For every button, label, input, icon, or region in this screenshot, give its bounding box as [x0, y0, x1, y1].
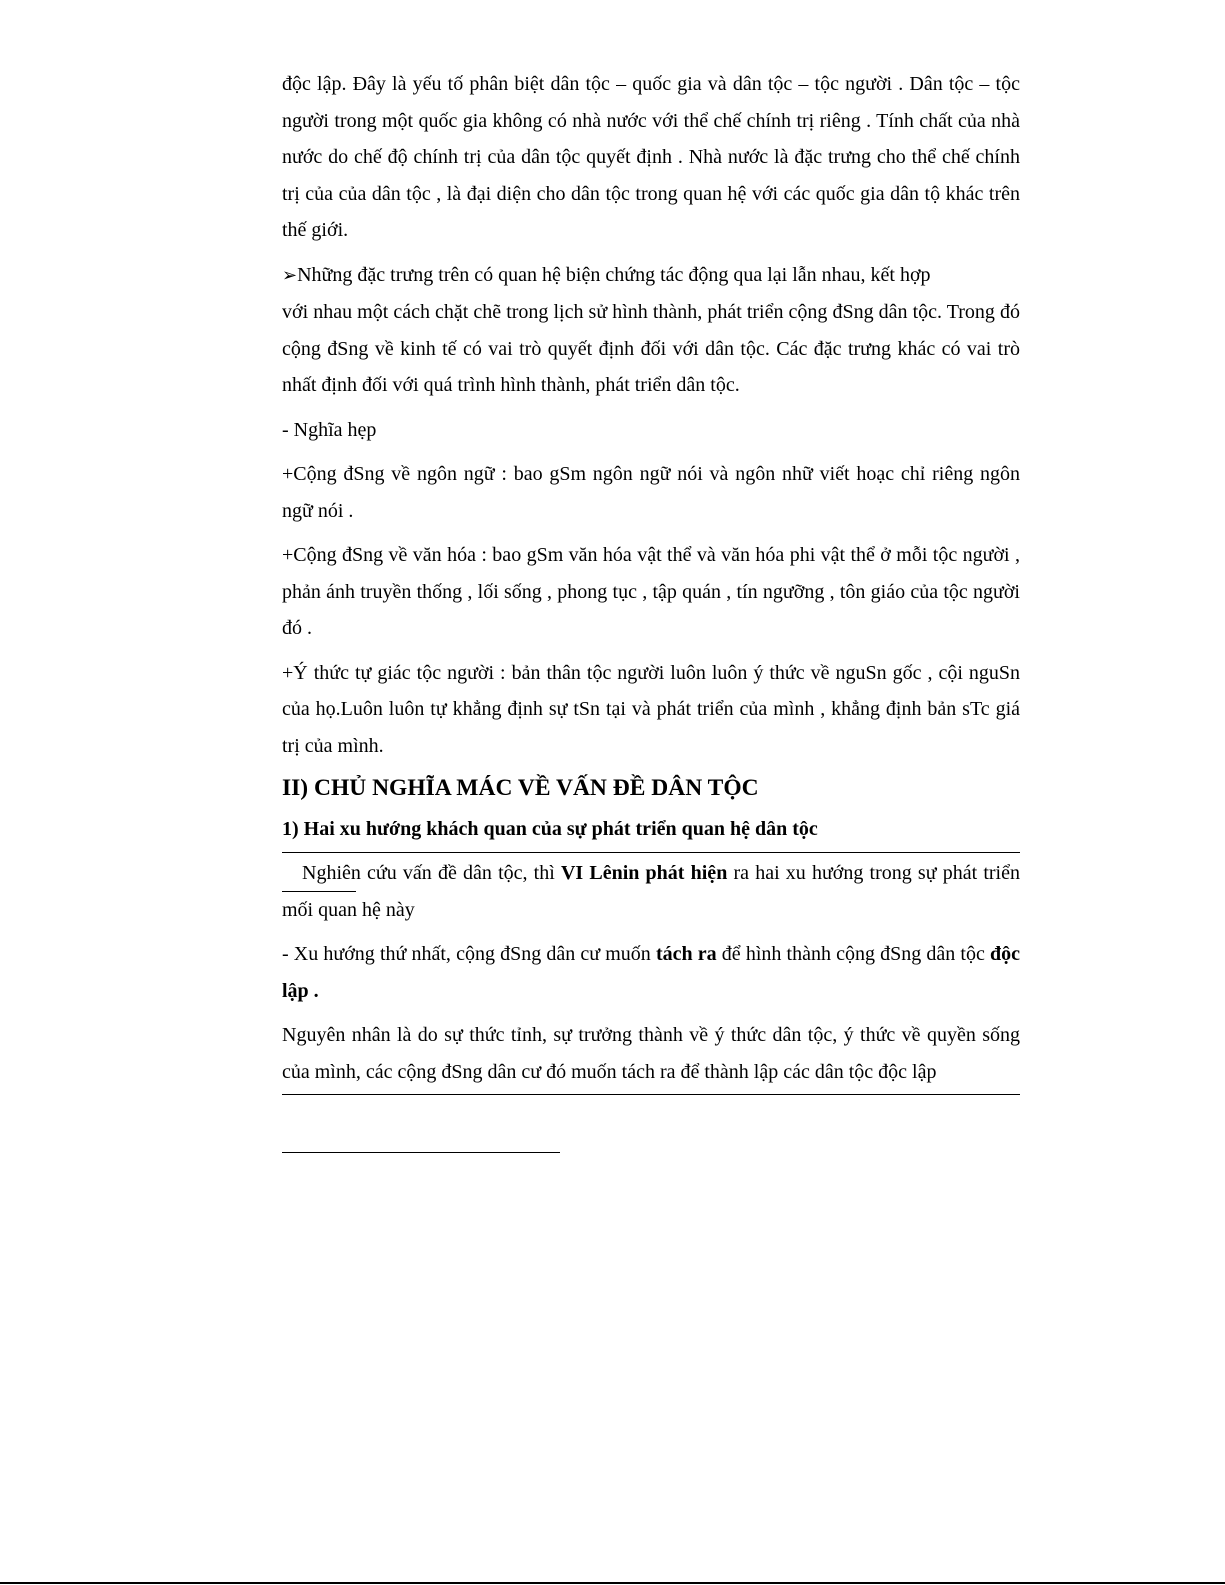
paragraph-characteristics-continued: với nhau một cách chặt chẽ trong lịch sử hình thành, phát triển cộng đSng dân tộc. Trong đó cộng đSng về kinh tế có vai trò quyết định đối với dân tộc. Các đặc trưng khác có vai trò nhất định đối với quá trình hình thành, phát triển dân tộc.	[282, 301, 1020, 396]
page-bottom-edge	[0, 1582, 1225, 1584]
paragraph-lenin-discovery	[282, 855, 1020, 928]
box-top-rule	[282, 852, 1020, 853]
footnote-separator	[282, 1152, 560, 1153]
text-run: - Xu hướng thứ nhất, cộng đSng dân cư muốn	[282, 943, 656, 965]
subsection-heading: 1) Hai xu hướng khách quan của sự phát triển quan hệ dân tộc	[282, 818, 818, 840]
paragraph-state-nature: độc lập. Đây là yếu tố phân biệt dân tộc – quốc gia và dân tộc – tộc người . Dân tộc – tộc người trong một quốc gia không có nhà nước với thể chế chính trị riêng . Tính chất của nhà nước do chế độ chính trị của dân tộc quyết định . Nhà nước là đặc trưng cho thể chế chính trị của của dân tộc , là đại diện cho dân tộc trong quan hệ với các quốc gia dân tộ khác trên thế giới.	[282, 73, 1020, 241]
arrow-bullet-icon: ➢	[282, 264, 298, 286]
bold-text-run: VI Lênin phát hiện	[560, 862, 728, 884]
paragraph-first-tendency	[282, 936, 1020, 1009]
paragraph-first-line: Những đặc trưng trên có quan hệ biện chứng tác động qua lại lẫn nhau, kết hợp	[297, 263, 931, 286]
bold-text-run: độc lập .	[282, 943, 1020, 1002]
paragraph-characteristics-relation	[282, 257, 1020, 295]
paragraph-cause: Nguyên nhân là do sự thức tỉnh, sự trưởng thành về ý thức dân tộc, ý thức về quyền sống của mình, các cộng đSng dân cư đó muốn tách ra để thành lập các dân tộc độc lập	[282, 1024, 1020, 1083]
bordered-section	[282, 855, 1020, 1090]
paragraph-narrow-sense: - Nghĩa hẹp	[282, 418, 377, 441]
page-content	[282, 66, 1020, 1095]
paragraph-language-community: +Cộng đSng về ngôn ngữ : bao gSm ngôn ngữ nói và ngôn nhữ viết hoạc chỉ riêng ngôn ngữ nói .	[282, 463, 1020, 522]
short-underline-rule	[282, 891, 356, 892]
bold-text-run: tách ra	[655, 943, 717, 965]
paragraph-ethnic-awareness: +Ý thức tự giác tộc người : bản thân tộc người luôn luôn ý thức về nguSn gốc , cội nguSn của họ.Luôn luôn tự khẳng định sự tSn tại và phát triển của mình , khẳng định bản sTc giá trị của mình.	[282, 661, 1020, 757]
text-run: để hình thành cộng đSng dân tộc	[716, 943, 990, 965]
box-bottom-rule	[282, 1094, 1020, 1095]
text-run: Nghiên cứu vấn đề dân tộc, thì	[302, 862, 561, 884]
paragraph-culture-community: +Cộng đSng về văn hóa : bao gSm văn hóa vật thể và văn hóa phi vật thể ở mỗi tộc người , phản ánh truyền thống , lối sống , phong tục , tập quán , tín ngưỡng , tôn giáo của tộc người đó .	[282, 544, 1020, 639]
text-run: ra hai xu hướng trong sự phát triển mối quan hệ này	[282, 862, 1020, 921]
section-heading: II) CHỦ NGHĨA MÁC VỀ VẤN ĐỀ DÂN TỘC	[282, 775, 759, 801]
